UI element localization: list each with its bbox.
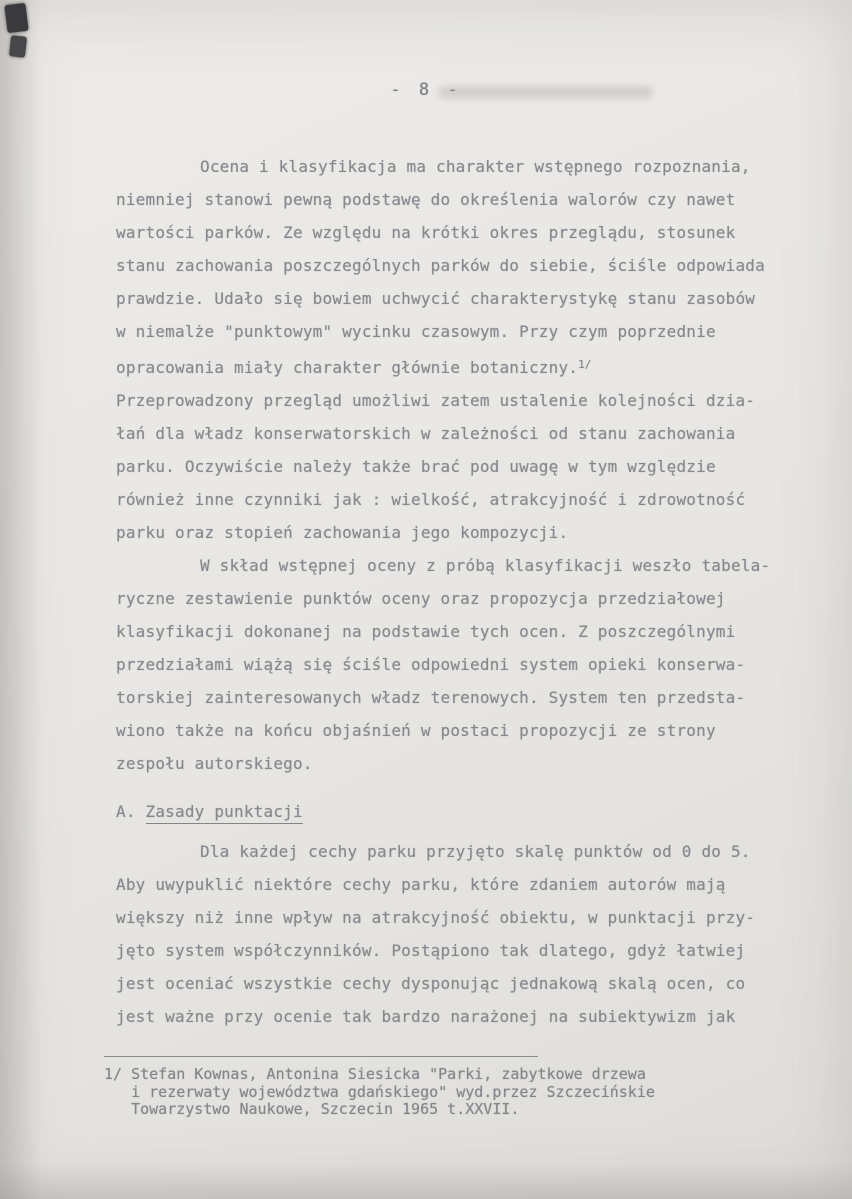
scan-smudge [438,86,653,99]
text-line: W skład wstępnej oceny z próbą klasyfikacji weszło tabela- [200,556,771,575]
document-body [116,150,796,1033]
scan-artifact-mark [4,3,28,33]
footnote-lines [104,1066,794,1119]
text-line: opracowania miały charakter głównie botaniczny.$^{1/}$ [116,358,592,377]
text-line: stanu zachowania poszczególnych parków do siebie, ściśle odpowiada [116,256,765,275]
text-line: również inne czynniki jak : wielkość, atrakcyjność i zdrowotność [116,490,746,509]
footnote-line: Towarzystwo Naukowe, Szczecin 1965 t.XXVII. [104,1100,520,1118]
paragraph [116,150,796,384]
text-line: jest ważne przy ocenie tak bardzo narażonej na subiektywizm jak [116,1007,736,1026]
footnote [104,1056,794,1119]
text-line: wiono także na końcu objaśnień w postaci propozycji ze strony [116,721,716,740]
scan-edge-shadow-left [0,0,42,1199]
text-line: w niemalże "punktowym" wycinku czasowym. Przy czym poprzednie [116,322,716,341]
paragraph [116,835,796,1033]
section-heading [116,795,796,828]
footnote-separator-line [104,1056,538,1057]
footnote-line: 1/ Stefan Kownas, Antonina Siesicka "Parki, zabytkowe drzewa [104,1065,646,1083]
text-line: większy niż inne wpływ na atrakcyjność obiektu, w punktacji przy- [116,908,756,927]
text-line: Przeprowadzony przegląd umożliwi zatem ustalenie kolejności dzia- [116,391,756,410]
text-line: zespołu autorskiego. [116,754,313,773]
text-line: Ocena i klasyfikacja ma charakter wstępnego rozpoznania, [200,157,751,176]
scan-edge-shadow-bottom [0,1163,852,1199]
text-line: parku oraz stopień zachowania jego kompozycji. [116,523,569,542]
text-line: wartości parków. Ze względu na krótki okres przeglądu, stosunek [116,223,736,242]
text-line: parku. Oczywiście należy także brać pod uwagę w tym względzie [116,457,716,476]
text-line: klasyfikacji dokonanej na podstawie tych ocen. Z poszczególnymi [116,622,736,641]
section-heading-prefix: A. [116,802,146,821]
text-line: ryczne zestawienie punktów oceny oraz propozycja przedziałowej [116,589,726,608]
text-line: torskiej zainteresowanych władz terenowych. System ten przedsta- [116,688,746,707]
footnote-line: i rezerwaty województwa gdańskiego" wyd.przez Szczecińskie [104,1082,655,1101]
text-line: Aby uwypuklić niektóre cechy parku, które zdaniem autorów mają [116,875,726,894]
scan-artifact-mark [9,35,27,58]
text-line: niemniej stanowi pewną podstawę do określenia walorów czy nawet [116,190,736,209]
text-line: przedziałami wiążą się ściśle odpowiedni system opieki konserwa- [116,655,746,674]
text-line: jest oceniać wszystkie cechy dysponując jednakową skalą ocen, co [116,974,746,993]
paragraph [116,384,796,549]
text-line: jęto system współczynników. Postąpiono tak dlatego, gdyż łatwiej [116,941,746,960]
section-heading-title: Zasady punktacji [146,802,303,824]
text-line: łań dla władz konserwatorskich w zależności od stanu zachowania [116,424,736,443]
footnote-reference: 1/ [578,358,592,371]
text-line: Dla każdej cechy parku przyjęto skalę punktów od 0 do 5. [200,842,751,861]
page-number: - 8 - [390,80,462,100]
paragraph [116,549,796,780]
text-line: prawdzie. Udało się bowiem uchwycić charakterystykę stanu zasobów [116,289,756,308]
